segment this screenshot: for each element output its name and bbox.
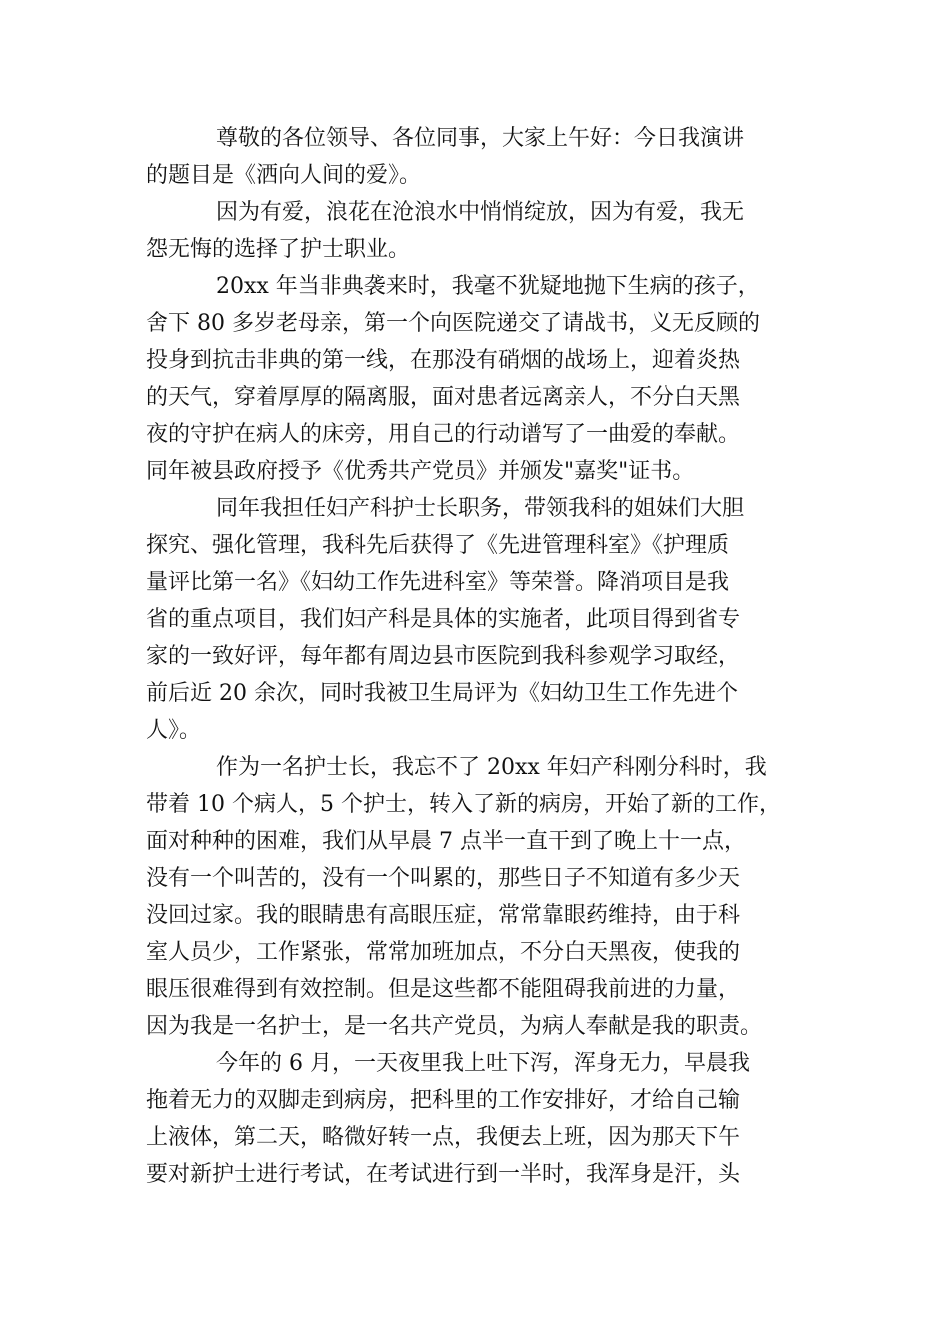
text-line: 带着 10 个病人，5 个护士，转入了新的病房，开始了新的工作， [146, 792, 781, 817]
text-line: 没回过家。我的眼睛患有高眼压症，常常靠眼药维持，由于科 [146, 903, 741, 928]
text-line: 室人员少，工作紧张，常常加班加点，不分白天黑夜，使我的 [146, 940, 741, 965]
text-line: 上液体，第二天，略微好转一点，我便去上班，因为那天下午 [146, 1125, 741, 1150]
text-line: 人》。 [146, 718, 202, 743]
text-line: 要对新护士进行考试，在考试进行到一半时，我浑身是汗，头 [146, 1162, 741, 1187]
text-line: 量评比第一名》《妇幼工作先进科室》等荣誉。降消项目是我 [146, 570, 730, 595]
text-line: 省的重点项目，我们妇产科是具体的实施者，此项目得到省专 [146, 607, 741, 632]
text-line: 的题目是《洒向人间的爱》。 [146, 163, 422, 188]
text-line: 夜的守护在病人的床旁，用自己的行动谱写了一曲爱的奉献。 [146, 422, 741, 447]
text-line: 拖着无力的双脚走到病房，把科里的工作安排好，才给自己输 [146, 1088, 741, 1113]
text-line: 今年的 6 月，一天夜里我上吐下泻，浑身无力，早晨我 [216, 1051, 750, 1076]
text-line: 作为一名护士长，我忘不了 20xx 年妇产科刚分科时，我 [216, 755, 767, 780]
text-line: 因为有爱，浪花在沧浪水中悄悄绽放，因为有爱，我无 [216, 200, 745, 225]
text-line: 眼压很难得到有效控制。但是这些都不能阻碍我前进的力量， [146, 977, 741, 1002]
text-line: 舍下 80 多岁老母亲，第一个向医院递交了请战书，义无反顾的 [146, 311, 760, 336]
text-line: 同年被县政府授予《优秀共产党员》并颁发"嘉奖"证书。 [146, 459, 695, 484]
text-line: 尊敬的各位领导、各位同事，大家上午好：今日我演讲 [216, 126, 745, 151]
text-line: 前后近 20 余次，同时我被卫生局评为《妇幼卫生工作先进个 [146, 681, 738, 706]
text-line: 因为我是一名护士，是一名共产党员，为病人奉献是我的职责。 [146, 1014, 763, 1039]
text-line: 面对种种的困难，我们从早晨 7 点半一直干到了晚上十一点， [146, 829, 746, 854]
text-line: 投身到抗击非典的第一线，在那没有硝烟的战场上，迎着炎热 [146, 348, 741, 373]
text-line: 没有一个叫苦的，没有一个叫累的，那些日子不知道有多少天 [146, 866, 741, 891]
text-line: 20xx 年当非典袭来时，我毫不犹疑地抛下生病的孩子， [216, 274, 760, 299]
text-line: 探究、强化管理，我科先后获得了《先进管理科室》《护理质 [146, 533, 730, 558]
text-line: 家的一致好评，每年都有周边县市医院到我科参观学习取经， [146, 644, 741, 669]
text-line: 怨无悔的选择了护士职业。 [146, 237, 411, 262]
text-line: 同年我担任妇产科护士长职务，带领我科的姐妹们大胆 [216, 496, 745, 521]
text-line: 的天气，穿着厚厚的隔离服，面对患者远离亲人，不分白天黑 [146, 385, 741, 410]
